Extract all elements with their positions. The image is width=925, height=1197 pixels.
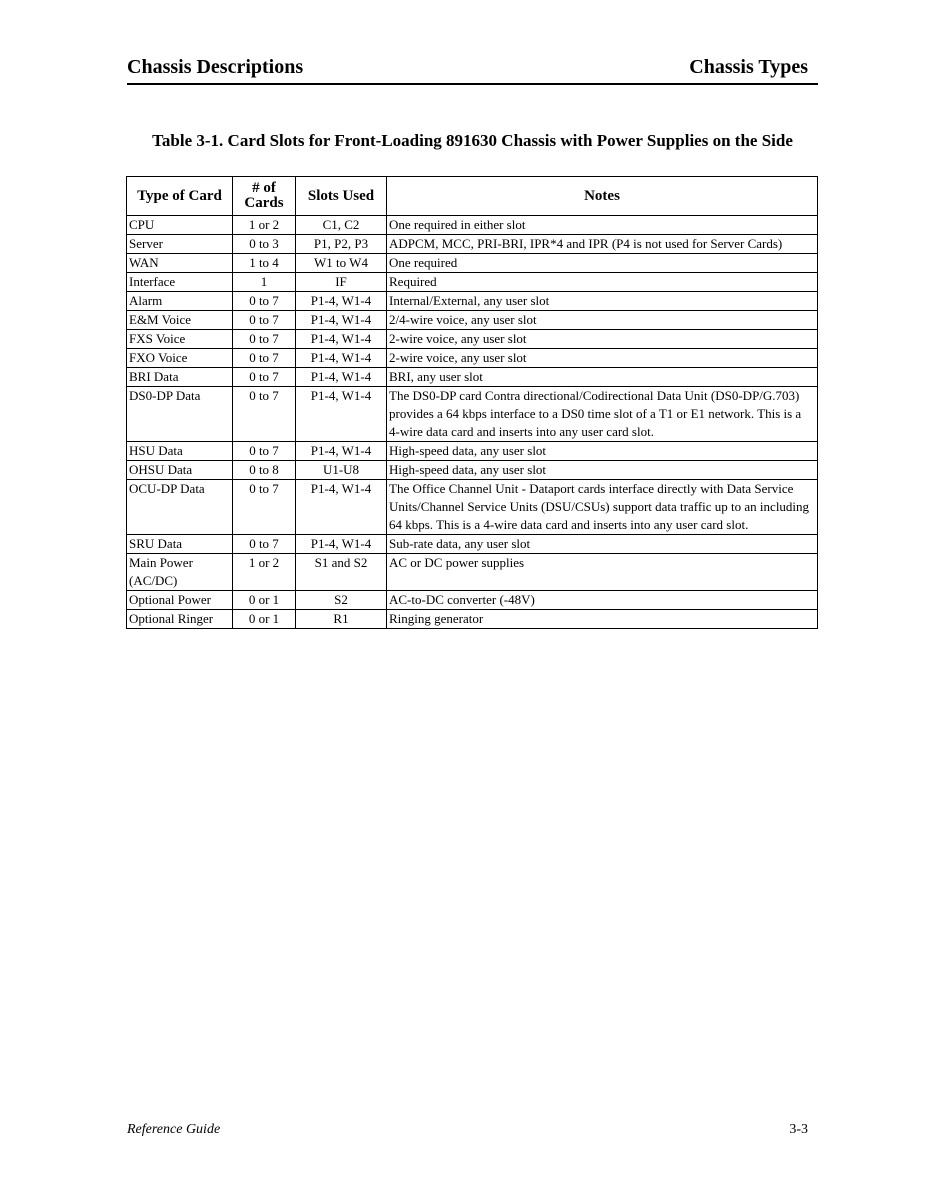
table-row [127,330,818,349]
table-header-row [127,177,818,216]
cell-card-type: OCU-DP Data [127,480,233,535]
footer-document-name: Reference Guide [127,1122,221,1137]
cell-slots-used: P1-4, W1-4 [296,368,387,387]
cell-slots-used: P1, P2, P3 [296,235,387,254]
cell-card-type: FXS Voice [127,330,233,349]
table-row [127,610,818,629]
cell-notes: The Office Channel Unit - Dataport cards interface directly with Data Service Units/Channel Service Units (DSU/CSUs) support data traffic up to an including 64 kbps. This is a 4-wire data card and inserts into any user card slot. [387,480,818,535]
cell-card-count: 0 to 7 [233,311,296,330]
table-row [127,311,818,330]
page-number: 3-3 [789,1122,808,1137]
column-header-slots: Slots Used [296,177,387,216]
cell-card-count: 0 to 7 [233,368,296,387]
cell-card-type: Main Power (AC/DC) [127,554,233,591]
cell-card-count: 1 [233,273,296,292]
column-header-type: Type of Card [127,177,233,216]
cell-card-type: HSU Data [127,442,233,461]
cell-notes: High-speed data, any user slot [387,442,818,461]
table-row [127,235,818,254]
table-row [127,442,818,461]
cell-notes: AC-to-DC converter (-48V) [387,591,818,610]
cell-slots-used: P1-4, W1-4 [296,330,387,349]
cell-card-count: 0 to 7 [233,480,296,535]
cell-card-type: SRU Data [127,535,233,554]
card-slots-table [126,176,818,629]
table-title: Table 3-1. Card Slots for Front-Loading 891630 Chassis with Power Supplies on the Side [152,131,793,150]
table-row [127,216,818,235]
table-row [127,535,818,554]
cell-card-count: 0 to 7 [233,292,296,311]
cell-card-count: 0 or 1 [233,591,296,610]
table-row [127,387,818,442]
table-row [127,591,818,610]
cell-card-type: Optional Ringer [127,610,233,629]
cell-card-type: Alarm [127,292,233,311]
cell-notes: 2/4-wire voice, any user slot [387,311,818,330]
cell-notes: 2-wire voice, any user slot [387,330,818,349]
cell-slots-used: P1-4, W1-4 [296,535,387,554]
cell-slots-used: W1 to W4 [296,254,387,273]
cell-card-type: FXO Voice [127,349,233,368]
cell-notes: Internal/External, any user slot [387,292,818,311]
table-row [127,461,818,480]
table-body [127,216,818,629]
table-row [127,254,818,273]
cell-slots-used: P1-4, W1-4 [296,349,387,368]
cell-slots-used: C1, C2 [296,216,387,235]
cell-card-count: 0 to 7 [233,535,296,554]
header-rule [127,83,818,85]
cell-card-count: 0 to 7 [233,349,296,368]
cell-card-count: 0 to 8 [233,461,296,480]
cell-card-count: 0 to 7 [233,387,296,442]
header-chapter-title: Chassis Types [689,56,808,78]
column-header-notes: Notes [387,177,818,216]
cell-card-type: Interface [127,273,233,292]
cell-notes: Sub-rate data, any user slot [387,535,818,554]
cell-slots-used: S2 [296,591,387,610]
cell-notes: Required [387,273,818,292]
cell-card-count: 1 or 2 [233,554,296,591]
cell-card-type: Optional Power [127,591,233,610]
cell-card-type: DS0-DP Data [127,387,233,442]
cell-card-type: E&M Voice [127,311,233,330]
cell-card-type: OHSU Data [127,461,233,480]
column-header-count: # of Cards [233,177,296,216]
cell-notes: The DS0-DP card Contra directional/Codirectional Data Unit (DS0-DP/G.703) provides a 64 kbps interface to a DS0 time slot of a T1 or E1 network. This is a 4-wire data card and inserts into any user card slot. [387,387,818,442]
cell-notes: ADPCM, MCC, PRI-BRI, IPR*4 and IPR (P4 is not used for Server Cards) [387,235,818,254]
cell-slots-used: IF [296,273,387,292]
cell-notes: One required in either slot [387,216,818,235]
cell-notes: High-speed data, any user slot [387,461,818,480]
table-row [127,349,818,368]
cell-card-type: Server [127,235,233,254]
cell-slots-used: U1-U8 [296,461,387,480]
cell-notes: 2-wire voice, any user slot [387,349,818,368]
cell-card-count: 0 or 1 [233,610,296,629]
cell-slots-used: P1-4, W1-4 [296,292,387,311]
cell-notes: One required [387,254,818,273]
cell-card-type: CPU [127,216,233,235]
table-row [127,292,818,311]
cell-card-type: BRI Data [127,368,233,387]
cell-slots-used: P1-4, W1-4 [296,480,387,535]
cell-slots-used: P1-4, W1-4 [296,442,387,461]
cell-card-count: 1 or 2 [233,216,296,235]
header-section-title: Chassis Descriptions [127,56,304,78]
table-row [127,368,818,387]
cell-card-count: 1 to 4 [233,254,296,273]
cell-card-type: WAN [127,254,233,273]
table-row [127,480,818,535]
table-row [127,273,818,292]
cell-notes: AC or DC power supplies [387,554,818,591]
cell-card-count: 0 to 3 [233,235,296,254]
cell-slots-used: P1-4, W1-4 [296,387,387,442]
cell-card-count: 0 to 7 [233,330,296,349]
cell-slots-used: P1-4, W1-4 [296,311,387,330]
cell-notes: BRI, any user slot [387,368,818,387]
table-row [127,554,818,591]
cell-card-count: 0 to 7 [233,442,296,461]
cell-slots-used: R1 [296,610,387,629]
cell-notes: Ringing generator [387,610,818,629]
cell-slots-used: S1 and S2 [296,554,387,591]
